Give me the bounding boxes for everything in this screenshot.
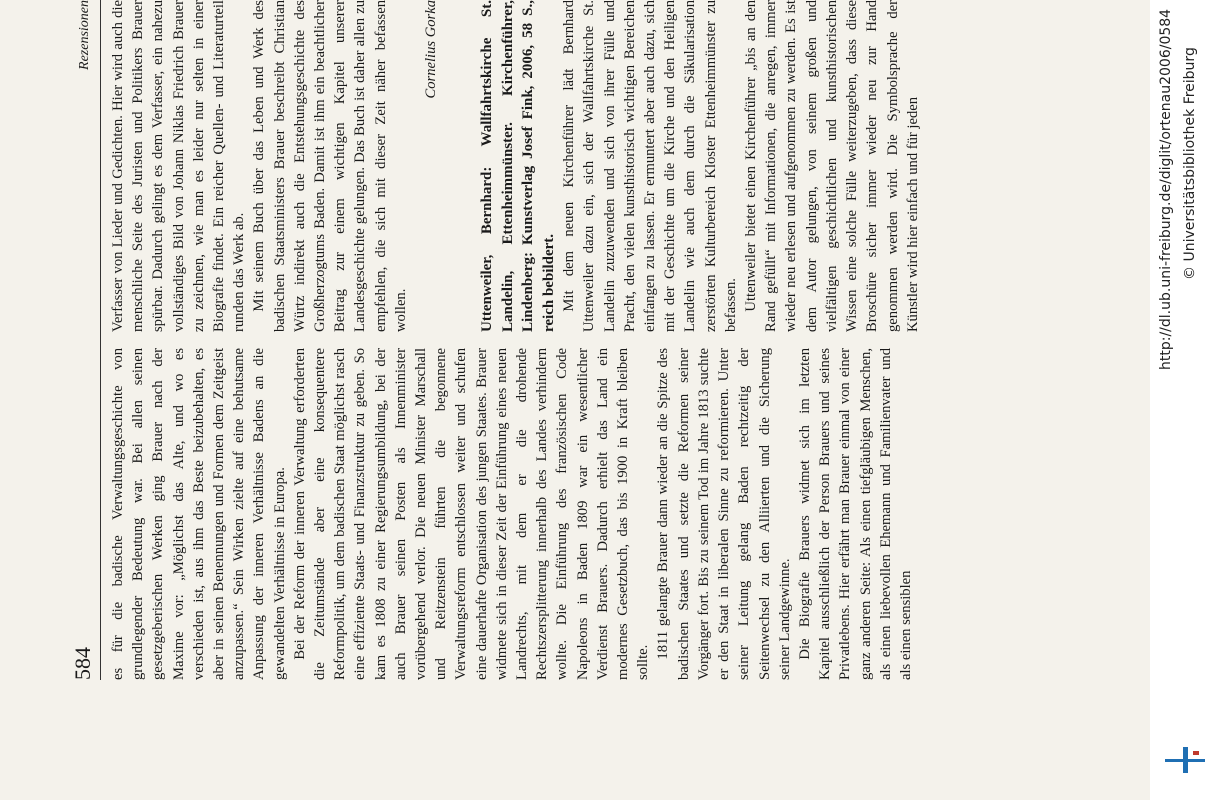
running-header	[70, 0, 100, 680]
library-logo-icon	[1165, 745, 1205, 775]
source-url-link[interactable]: http://dl.ub.uni-freiburg.de/diglit/ortenau2006/0584	[1158, 8, 1174, 370]
logo-accent	[1193, 751, 1199, 755]
review-end-text	[108, 0, 411, 332]
paragraph: es für die badische Verwaltungsgeschichte von grundlegender Bedeutung war. Bei allen seinen gesetzgeberischen Werken ging Brauer nach der Maxime vor: „Möglichst das Alte, und wo es verschieden ist, aus ihm das Beste beizubehalten, es aber in seinen Benennungen und Formen dem Zeitgeist anzupassen.“ Sein Wirken zielte auf eine behutsame Anpassung der inneren Verhältnisse Badens an die gewandelten Verhältnisse in Europa.	[110, 348, 288, 680]
paragraph: Mit seinem Buch über das Leben und Werk des badischen Staatsministers Brauer beschreibt Christian Würtz indirekt auch die Entstehungsgeschichte des Großherzogtums Baden. Damit ist ihm ein beachtlicher Beitrag zur einem wichtigen Kapitel unserer Landesgeschichte gelungen. Das Buch ist daher allen zu empfehlen, die sich mit dieser Zeit näher befassen wollen.	[251, 0, 409, 332]
review-title: Uttenweiler, Bernhard: Wallfahrtskirche St. Landelin, Ettenheimmünster. Kirchenführer, Lindenberg: Kunstverlag Josef Fink, 2006, 58 S., reich bebildert.	[479, 0, 557, 332]
paragraph: Mit dem neuen Kirchenführer lädt Bernhard Uttenweiler dazu ein, sich der Wallfahrtskirche St. Landelin zuzuwenden und sich von ihrer Fülle und Pracht, den vielen kunsthistorisch wichtigen Bereichen einfangen zu lassen. Er ermuntert aber auch dazu, sich mit der Geschichte um die Kirche und den Heiligen Landelin wie auch dem durch die Säkularisation zerstörten Kulturbereich Kloster Ettenheimmünster zu befassen.	[561, 0, 739, 332]
review-text	[559, 0, 923, 332]
header-rule	[100, 0, 101, 680]
page-number: 584	[70, 647, 95, 680]
library-sidebar	[1150, 0, 1212, 800]
library-credit: © Universitätsbibliothek Freiburg	[1182, 47, 1198, 280]
left-column	[108, 348, 1068, 680]
section-label: Rezensionen	[77, 0, 92, 70]
paragraph: Verfasser von Lieder und Gedichten. Hier wird auch die menschliche Seite des Juristen und Politikers Brauer spürbar. Dadurch gelingt es dem Verfasser, ein nahezu vollständiges Bild von Johann Niklas Friedrich Brauer zu zeichnen, wie man es leider nur selten in einer Biografie findet. Ein reicher Quellen- und Literaturteil runden das Werk ab.	[110, 0, 248, 332]
paragraph: Bei der Reform der inneren Verwaltung erforderten die Zeitumstände aber eine konsequentere Reformpolitik, um dem badischen Staat möglichst rasch eine effiziente Staats- und Finanzstruktur zu geben. So kam es 1808 zu einer Regierungsumbildung, bei der auch Brauer seinen Posten als Innenminister vorübergehend verlor. Die neuen Minister Marschall und Reitzenstein führten die begonnene Verwaltungsreform entschlossen weiter und schufen eine dauerhafte Organisation des jungen Staates. Brauer widmete sich in dieser Zeit der Einführung eines neuen Landrechts, mit dem er die drohende Rechtszersplitterung innerhalb des Landes verhindern wollte. Die Einführung des französischen Code Napoleons in Baden 1809 war ein wesentlicher Verdienst Brauers. Dadurch erhielt das Land ein modernes Gesetzbuch, das bis 1900 in Kraft bleiben sollte.	[291, 348, 652, 680]
logo-stem	[1183, 747, 1188, 773]
paragraph: 1811 gelangte Brauer dann wieder an die Spitze des badischen Staates und setzte die Reformen seiner Vorgänger fort. Bis zu seinem Tod im Jahre 1813 suchte er den Staat in liberalen Sinne zu reformieren. Unter seiner Leitung gelang Baden rechtzeitig der Seitenwechsel zu den Alliierten und die Sicherung seiner Landgewinne.	[655, 348, 793, 680]
right-column	[108, 0, 1068, 332]
review-signature: Cornelius Gorka	[423, 0, 440, 99]
paragraph: Die Biografie Brauers widmet sich im letzten Kapitel ausschließlich der Person Brauers und seines Privatlebens. Hier erfährt man Brauer einmal von einer ganz anderen Seite: Als einen tiefgläubigen Menschen, als einen liebevollen Ehemann und Familienvater und als einen sensiblen	[796, 348, 914, 680]
paragraph: Uttenweiler bietet einen Kirchenführer „bis an den Rand gefüllt“ mit Informationen, die anregen, immer wieder neu erlesen und aufgenommen zu werden. Es ist dem Autor gelungen, von seinem großen und vielfältigen geschichtlichen und kunsthistorischen Wissen eine solche Fülle weiterzugeben, dass diese Broschüre sicher immer wieder neu zur Hand genommen werden wird. Die Symbolsprache der Künstler wird hier einfach und für jeden	[743, 0, 921, 332]
